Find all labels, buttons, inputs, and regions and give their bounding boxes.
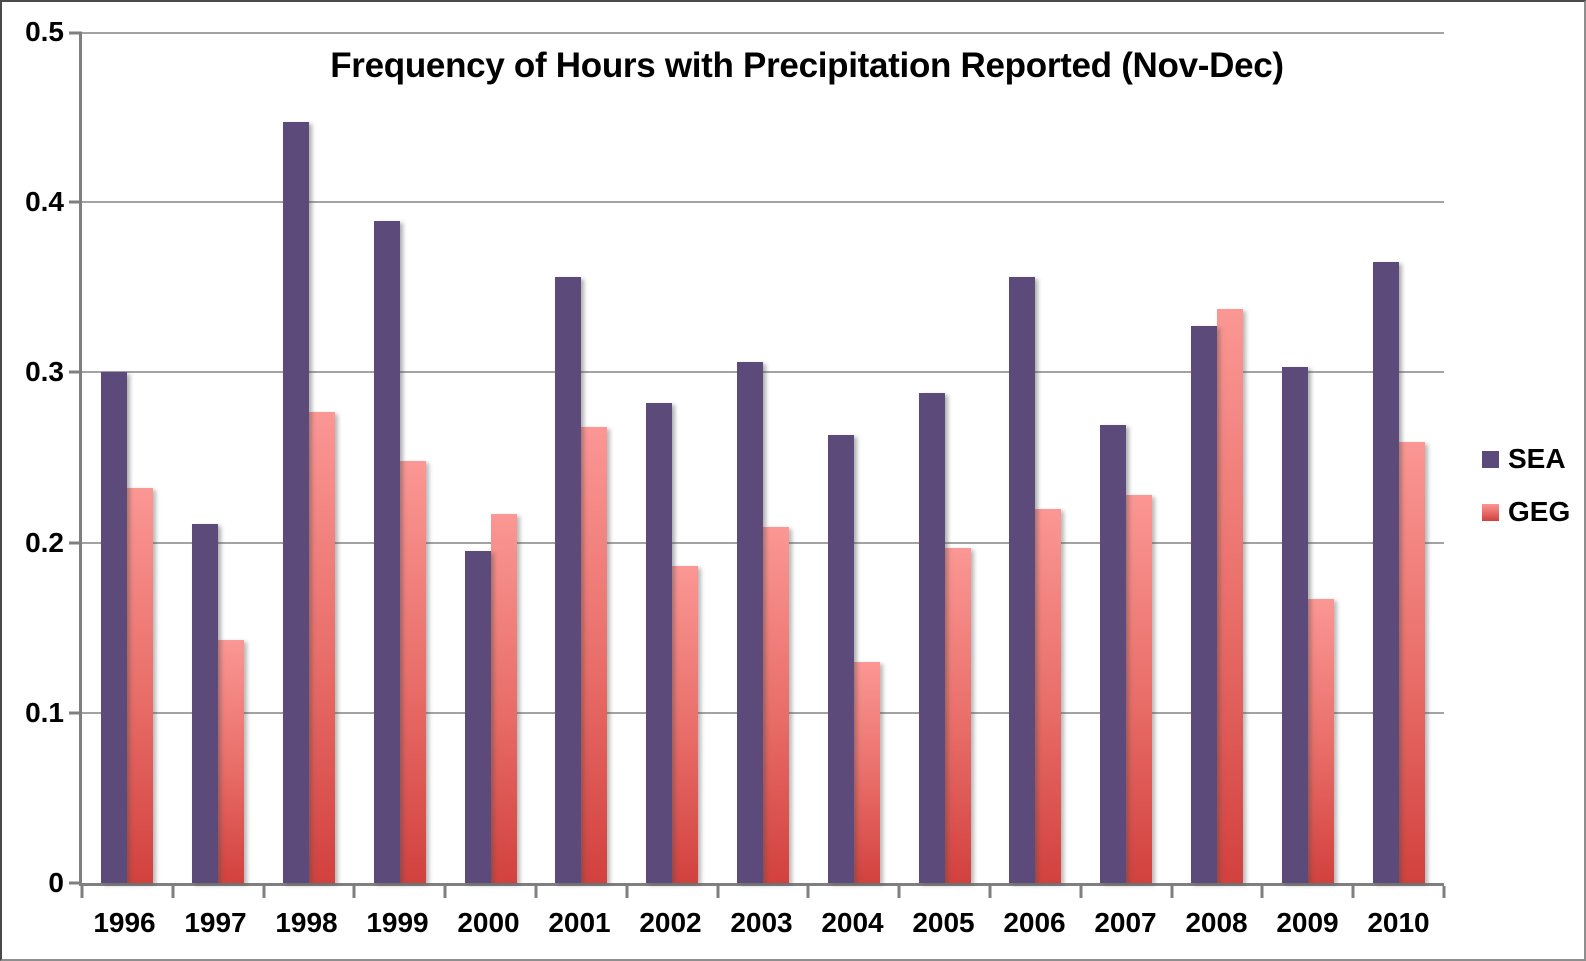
geg-swatch-icon <box>1482 504 1499 521</box>
x-axis-labels <box>79 907 1444 939</box>
legend-item-sea <box>1482 444 1570 474</box>
x-axis-label-2002: 2002 <box>639 907 702 938</box>
x-axis-label-2001: 2001 <box>548 907 611 938</box>
bar-sea-1996 <box>101 372 127 883</box>
x-axis-tick <box>989 886 992 898</box>
bar-geg-2003 <box>763 527 789 883</box>
bars <box>82 32 1444 883</box>
bar-group-2002 <box>627 32 718 883</box>
bar-group-2007 <box>1081 32 1172 883</box>
bar-sea-1997 <box>192 524 218 883</box>
x-axis-label-2007: 2007 <box>1094 907 1157 938</box>
y-axis-label: 0.5 <box>25 16 64 47</box>
bar-geg-2005 <box>945 548 971 883</box>
x-axis-label-2006: 2006 <box>1003 907 1066 938</box>
bar-geg-2001 <box>581 427 607 883</box>
legend <box>1482 444 1570 550</box>
bar-group-2000 <box>445 32 536 883</box>
y-axis-tick <box>69 32 82 35</box>
bar-group-1996 <box>82 32 173 883</box>
bar-geg-2000 <box>491 514 517 883</box>
bar-group-2003 <box>718 32 809 883</box>
bar-sea-2009 <box>1282 367 1308 883</box>
chart-title: Frequency of Hours with Precipitation Reported (Nov-Dec) <box>330 46 1284 85</box>
bar-geg-2006 <box>1035 509 1061 883</box>
y-axis-tick <box>69 882 82 885</box>
bar-geg-2008 <box>1217 309 1243 883</box>
x-axis-tick <box>262 886 265 898</box>
bar-sea-2008 <box>1191 326 1217 883</box>
legend-label-sea: SEA <box>1508 443 1566 474</box>
bar-sea-1999 <box>374 221 400 883</box>
x-axis-label-1997: 1997 <box>184 907 247 938</box>
x-axis-tick <box>81 886 84 898</box>
bar-sea-2007 <box>1100 425 1126 883</box>
y-axis-label: 0.3 <box>25 356 64 387</box>
y-axis-tick <box>69 711 82 714</box>
bar-sea-2002 <box>646 403 672 883</box>
bar-group-2008 <box>1172 32 1263 883</box>
bar-group-2005 <box>899 32 990 883</box>
x-axis-tick <box>353 886 356 898</box>
y-axis-tick <box>69 541 82 544</box>
bar-geg-2007 <box>1126 495 1152 883</box>
y-axis-tick <box>69 201 82 204</box>
bar-sea-2004 <box>828 435 854 883</box>
bar-group-1999 <box>354 32 445 883</box>
bar-geg-2009 <box>1308 599 1334 883</box>
x-axis-label-2003: 2003 <box>730 907 793 938</box>
bar-group-1997 <box>173 32 264 883</box>
legend-label-geg: GEG <box>1508 496 1571 527</box>
x-axis-label-2010: 2010 <box>1367 907 1430 938</box>
bar-group-1998 <box>264 32 355 883</box>
bar-sea-2005 <box>919 393 945 883</box>
x-axis-tick <box>444 886 447 898</box>
bar-group-2004 <box>808 32 899 883</box>
x-axis-tick <box>1261 886 1264 898</box>
x-axis-tick <box>716 886 719 898</box>
x-axis-label-2000: 2000 <box>457 907 520 938</box>
bar-group-2010 <box>1353 32 1444 883</box>
bar-group-2006 <box>990 32 1081 883</box>
y-axis-label: 0.1 <box>25 697 64 728</box>
x-axis-tick <box>171 886 174 898</box>
legend-item-geg <box>1482 497 1570 527</box>
bar-sea-2006 <box>1009 277 1035 883</box>
y-axis-tick <box>69 371 82 374</box>
bar-geg-2002 <box>672 566 698 883</box>
x-axis-label-1999: 1999 <box>366 907 429 938</box>
plot-area <box>79 32 1444 886</box>
y-axis-label: 0.2 <box>25 527 64 558</box>
x-axis-label-2008: 2008 <box>1185 907 1248 938</box>
x-axis-tick <box>807 886 810 898</box>
bar-sea-2003 <box>737 362 763 883</box>
bar-sea-2000 <box>465 551 491 883</box>
bar-geg-1996 <box>127 488 153 883</box>
x-axis-tick <box>1352 886 1355 898</box>
sea-swatch-icon <box>1482 451 1499 468</box>
x-axis-tick <box>1079 886 1082 898</box>
y-axis-label: 0.4 <box>25 186 64 217</box>
x-axis-tick <box>1443 886 1446 898</box>
bar-geg-2010 <box>1399 442 1425 883</box>
bar-sea-2001 <box>555 277 581 883</box>
bar-group-2009 <box>1262 32 1353 883</box>
x-axis-label-1996: 1996 <box>93 907 156 938</box>
bar-group-2001 <box>536 32 627 883</box>
x-axis-label-2009: 2009 <box>1276 907 1339 938</box>
bar-sea-2010 <box>1373 262 1399 883</box>
bar-geg-1999 <box>400 461 426 883</box>
x-axis-tick <box>535 886 538 898</box>
bar-geg-1997 <box>218 640 244 883</box>
bar-geg-1998 <box>309 412 335 883</box>
bar-sea-1998 <box>283 122 309 883</box>
x-axis-label-2004: 2004 <box>821 907 884 938</box>
x-axis-tick <box>898 886 901 898</box>
y-axis-label: 0 <box>48 867 64 898</box>
x-axis-tick <box>1170 886 1173 898</box>
x-axis-tick <box>625 886 628 898</box>
bar-geg-2004 <box>854 662 880 883</box>
x-axis-label-2005: 2005 <box>912 907 975 938</box>
x-axis-label-1998: 1998 <box>275 907 338 938</box>
